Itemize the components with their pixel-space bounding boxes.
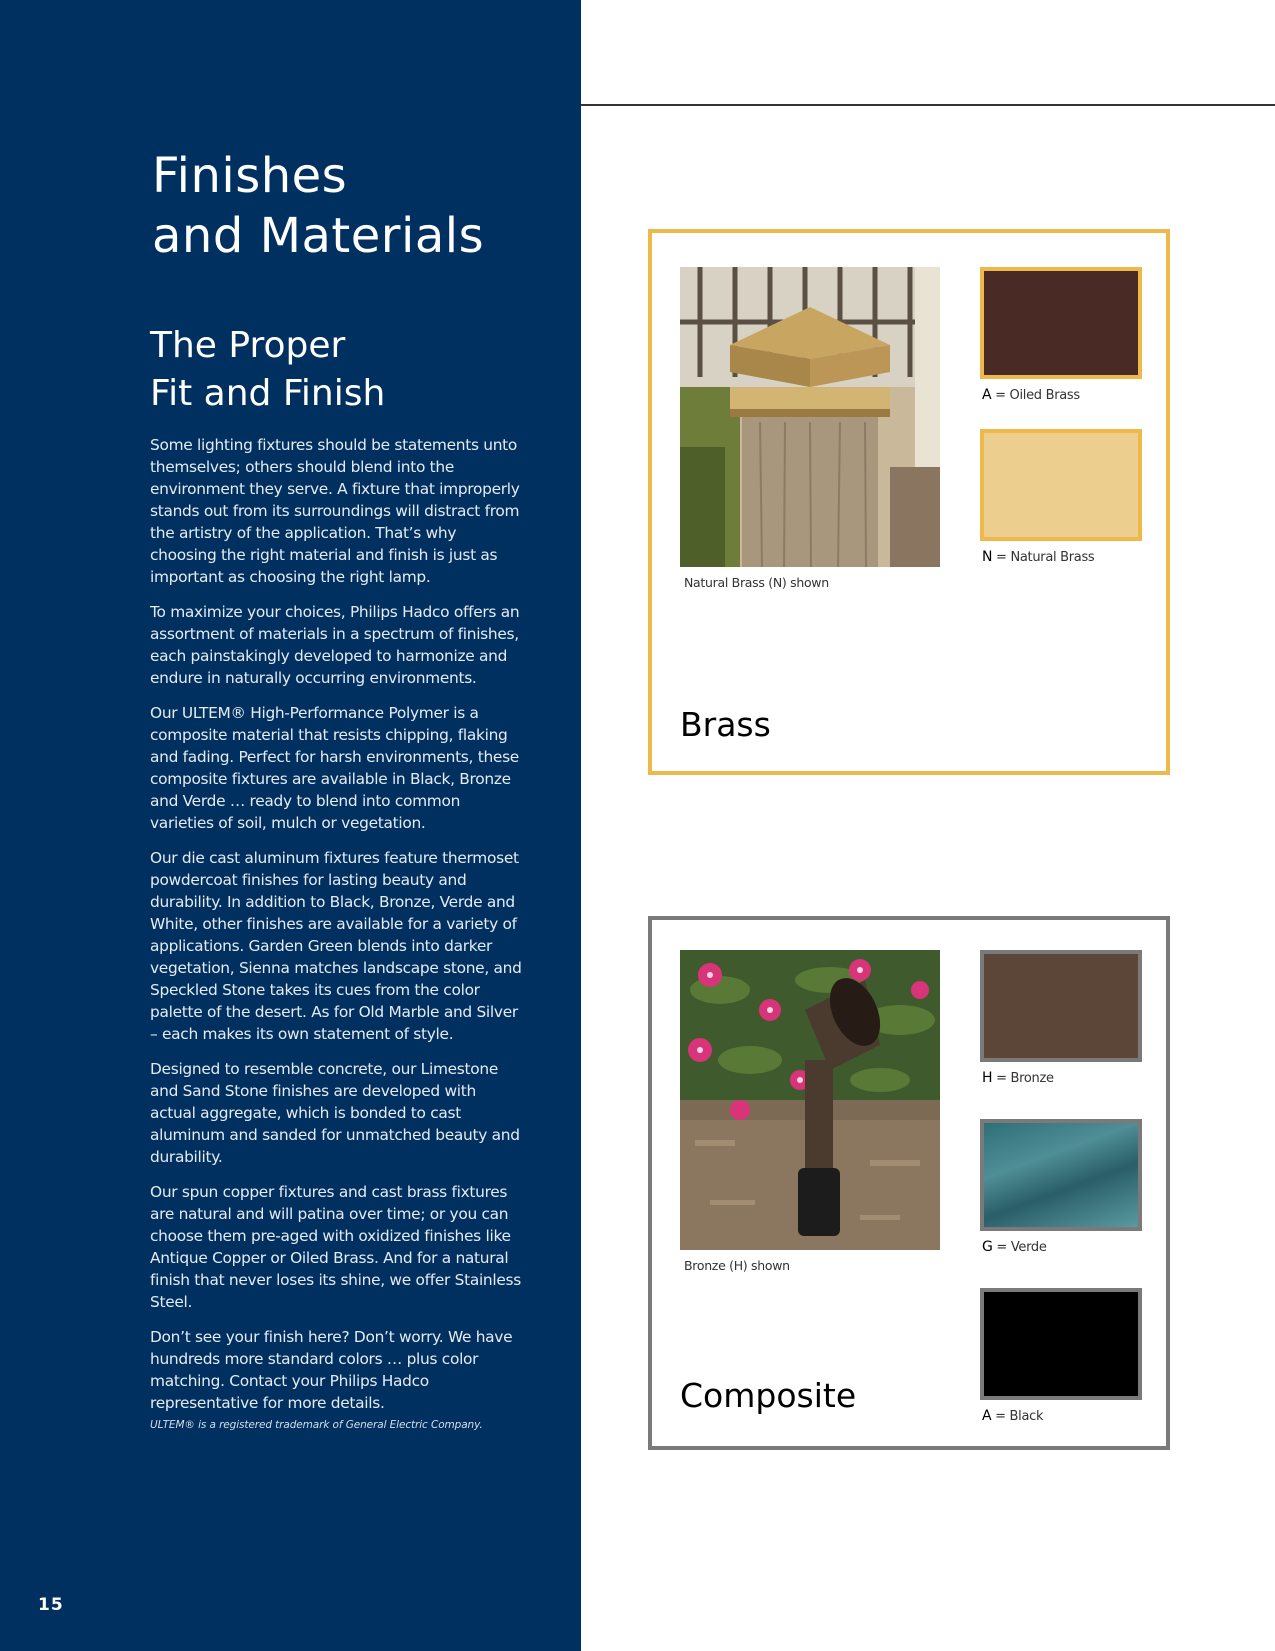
swatch-black [980, 1288, 1142, 1400]
swatch-label-black [982, 1408, 1043, 1424]
swatch-name: = Black [991, 1409, 1044, 1424]
swatch-code: H [982, 1070, 993, 1086]
swatch-name: = Verde [992, 1240, 1047, 1255]
swatch-label-verde [982, 1239, 1047, 1255]
swatch-code: A [982, 1408, 992, 1424]
brass-photo-caption: Natural Brass (N) shown [684, 575, 829, 590]
top-divider [581, 104, 1275, 106]
body-text [150, 434, 525, 1427]
composite-photo-caption: Bronze (H) shown [684, 1258, 790, 1273]
subtitle-line-1: The Proper [150, 325, 346, 366]
section-subtitle [150, 322, 385, 418]
swatch-label-natural-brass [982, 549, 1094, 565]
left-panel [0, 0, 581, 1651]
swatch-verde [980, 1119, 1142, 1231]
paragraph-custom: Don’t see your finish here? Don’t worry. We have hundreds more standard colors … plus color matching. Contact your Philips Hadco representative for more details. [150, 1328, 513, 1412]
page-number: 15 [38, 1595, 64, 1615]
paragraph-aluminum: Our die cast aluminum fixtures feature thermoset powdercoat finishes for lasting beauty and durability. In addition to Black, Bronze, Verde and White, other finishes are available for a variety of applications. Garden Green blends into darker vegetation, Sienna matches landscape stone, and Speckled Stone takes its cues from the color palette of the desert. As for Old Marble and Silver – each makes its own statement of style. [150, 849, 522, 1043]
composite-finish-box [648, 916, 1170, 1450]
swatch-name: = Oiled Brass [991, 388, 1080, 403]
swatch-natural-brass [980, 429, 1142, 541]
paragraph-choices: To maximize your choices, Philips Hadco offers an assortment of materials in a spectrum of finishes, each painstakingly developed to harmonize and endure in naturally occurring environments. [150, 603, 520, 687]
brass-post-cap-illustration [680, 267, 940, 567]
brass-post-cap-photo [680, 267, 940, 567]
trademark-footnote: ULTEM® is a registered trademark of General Electric Company. [150, 1419, 483, 1431]
swatch-bronze [980, 950, 1142, 1062]
material-name-composite: Composite [680, 1376, 857, 1415]
paragraph-ultem: Our ULTEM® High-Performance Polymer is a composite material that resists chipping, flaking and fading. Perfect for harsh environments, these composite fixtures are available in Black, Bronze and Verde … ready to blend into common varieties of soil, mulch or vegetation. [150, 704, 519, 832]
swatch-code: N [982, 549, 993, 565]
paragraph-stone: Designed to resemble concrete, our Limestone and Sand Stone finishes are developed with actual aggregate, which is bonded to cast aluminum and sanded for unmatched beauty and durability. [150, 1060, 520, 1166]
page-title-line-2: and Materials [152, 208, 485, 264]
swatch-label-bronze [982, 1070, 1054, 1086]
swatch-code: G [982, 1239, 993, 1255]
swatch-name: = Natural Brass [992, 550, 1095, 565]
material-name-brass: Brass [680, 705, 771, 744]
page-title-line-1: Finishes [152, 148, 348, 204]
paragraph-copper-brass: Our spun copper fixtures and cast brass fixtures are natural and will patina over time; or you can choose them pre-aged with oxidized finishes like Antique Copper or Oiled Brass. And for a natural finish that never loses its shine, we offer Stainless Steel. [150, 1183, 521, 1311]
swatch-label-oiled-brass [982, 387, 1080, 403]
swatch-oiled-brass [980, 267, 1142, 379]
paragraph-intro: Some lighting fixtures should be statements unto themselves; others should blend into the environment they serve. A fixture that improperly stands out from its surroundings will distract from the artistry of the application. That’s why choosing the right material and finish is just as important as choosing the right lamp. [150, 436, 520, 586]
bronze-spotlight-illustration [680, 950, 940, 1250]
subtitle-line-2: Fit and Finish [150, 373, 386, 414]
swatch-code: A [982, 387, 992, 403]
brass-finish-box [648, 229, 1170, 775]
swatch-name: = Bronze [992, 1071, 1054, 1086]
bronze-spotlight-photo [680, 950, 940, 1250]
page-title [152, 146, 484, 266]
